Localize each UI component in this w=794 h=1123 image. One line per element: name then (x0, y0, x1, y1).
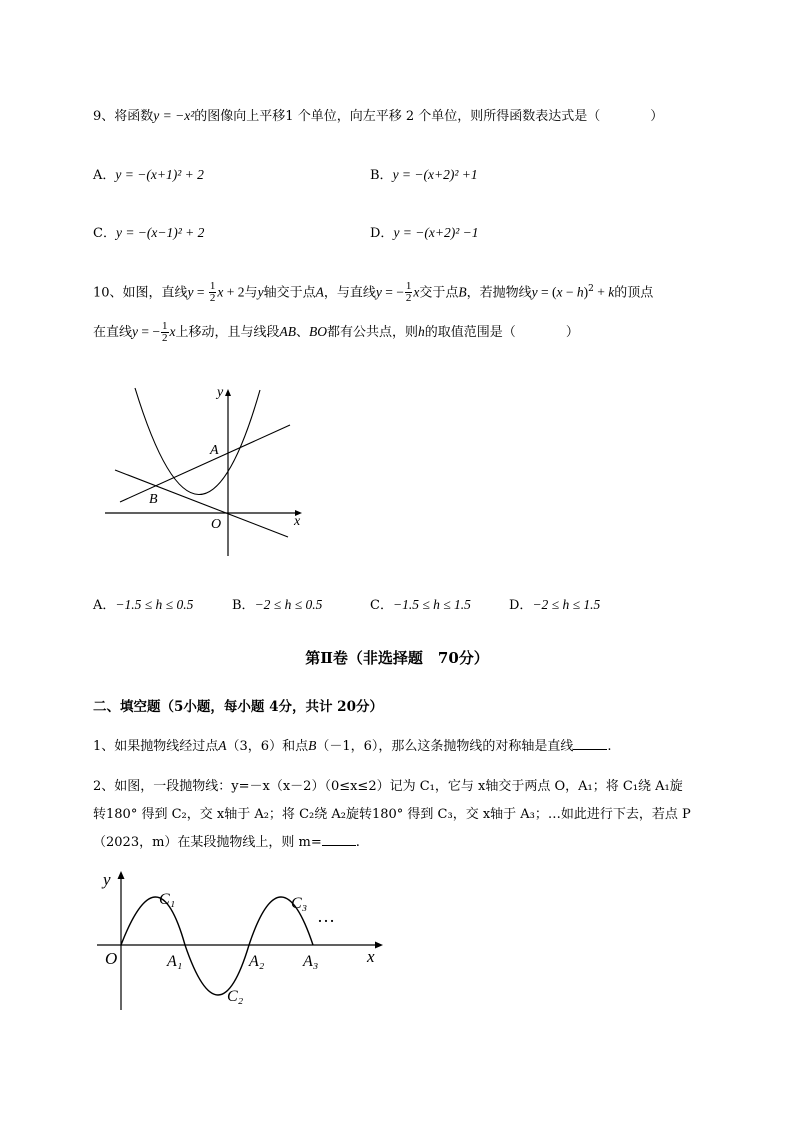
q10-label-b: B (149, 492, 158, 507)
fill2-x-arrow (375, 942, 383, 949)
q9-option-a[interactable]: A．y = −(x+1)² + 2 (93, 167, 204, 183)
fill2-curve-c1 (121, 897, 185, 945)
fill2-label-o: O (105, 949, 118, 968)
fill2-label-a2: A₂ (249, 953, 265, 970)
q9-function: y = −x² (153, 108, 195, 123)
fill2-line2: 转180° 得到 C₂，交 x轴于 A₂；将 C₂绕 A₂旋转180° 得到 C₃，交 x轴于 A₃；…如此进行下去，若点 P (93, 807, 691, 822)
q10-label-x: x (294, 514, 301, 529)
q10-option-b[interactable]: B．−2 ≤ h ≤ 0.5 (232, 597, 323, 613)
part2-title: 第Ⅱ卷（非选择题 70分） (305, 649, 489, 667)
q10-label-y: y (217, 385, 224, 400)
fill2-y-arrow (118, 871, 125, 879)
q9-option-b[interactable]: B．y = −(x+2)² +1 (370, 167, 478, 183)
q10-figure (100, 380, 310, 560)
q10-option-a[interactable]: A．−1.5 ≤ h ≤ 0.5 (93, 597, 194, 613)
fill1-blank[interactable] (573, 749, 607, 750)
fill2-label-x: x (367, 947, 375, 966)
fill2-label-a1: A₁ (167, 953, 183, 970)
q10-stem-line1: 10、如图，直线y = $\frac{1}{2}$ x + 2与y轴交于点A，与直线y = − $\frac{1}{2}$ x交于点B，若抛物线$y = (x - h)^2 + k$的顶点 (93, 280, 654, 305)
q10-option-d[interactable]: D．−2 ≤ h ≤ 1.5 (509, 597, 601, 613)
q10-line-bo (115, 470, 288, 537)
q10-stem-line2: 在直线y = − $\frac{1}{2}$ x上移动，且与线段AB、BO都有公共点，则h的取值范围是（ ） (93, 320, 579, 344)
fill2-figure (95, 865, 395, 1015)
section2-header: 二、填空题（5小题，每小题 4分，共计 20分） (93, 699, 383, 715)
fill2-label-c3: C₃ (291, 895, 308, 912)
fill1-question: 1、如果抛物线经过点A（3，6）和点B（－1，6），那么这条抛物线的对称轴是直线 . (93, 738, 612, 754)
fill2-line3: （2023，m）在某段抛物线上，则 m= . (93, 835, 360, 850)
q9-option-d[interactable]: D．y = −(x+2)² −1 (370, 225, 479, 241)
q10-option-c[interactable]: C．−1.5 ≤ h ≤ 1.5 (370, 597, 471, 613)
fill2-label-dots: … (317, 906, 335, 926)
fill2-label-c1: C₁ (159, 891, 176, 908)
q10-parabola (135, 388, 260, 495)
q9-option-c[interactable]: C．y = −(x−1)² + 2 (93, 225, 205, 241)
fill2-line1: 2、如图，一段抛物线：y=－x（x－2）（0≤x≤2）记为 C₁，它与 x轴交于两点 O，A₁；将 C₁绕 A₁旋 (93, 779, 683, 794)
q9-stem: 9、将函数y = −x²的图像向上平移1 个单位，向左平移 2 个单位，则所得函数表达式是（ ） (93, 108, 664, 124)
q10-label-o: O (211, 517, 222, 532)
q10-label-a: A (210, 443, 219, 458)
fill2-label-c2: C₂ (227, 988, 244, 1005)
fill2-label-a3: A₃ (303, 953, 319, 970)
fill2-blank[interactable] (322, 845, 356, 846)
q10-line-ab (120, 425, 290, 502)
fill2-label-y: y (103, 870, 111, 889)
q10-y-arrow (225, 389, 231, 396)
